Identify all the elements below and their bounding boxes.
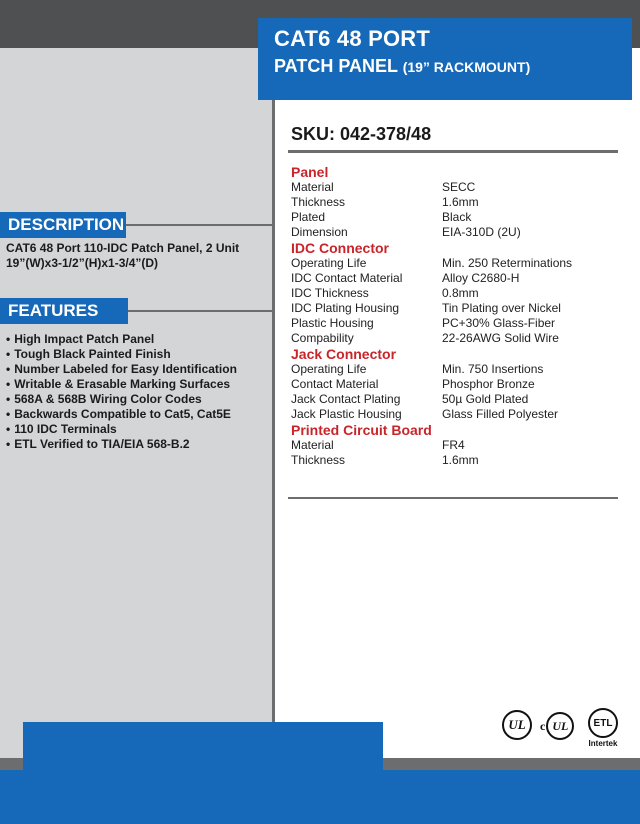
intertek-label: Intertek: [588, 739, 618, 748]
spec-label: Operating Life: [291, 362, 367, 376]
spec-label: Plated: [291, 210, 326, 224]
description-rule: [126, 224, 272, 226]
spec-row: [291, 316, 621, 331]
feature-item: • High Impact Patch Panel: [6, 332, 268, 347]
subtitle-rackmount: (19” RACKMOUNT): [402, 59, 531, 75]
spec-value: 50µ Gold Plated: [442, 392, 529, 406]
spec-table: [291, 164, 621, 468]
spec-row: [291, 392, 621, 407]
spec-value: FR4: [442, 438, 465, 452]
spec-row: [291, 256, 621, 271]
spec-row: [291, 331, 621, 346]
spec-label: Material: [291, 438, 334, 452]
ul-mark: UL: [502, 710, 532, 740]
spec-row: [291, 286, 621, 301]
spec-label: Jack Plastic Housing: [291, 407, 402, 421]
page-subtitle: [274, 52, 632, 81]
spec-label: IDC Thickness: [291, 286, 369, 300]
description-text: [6, 241, 268, 271]
spec-value: SECC: [442, 180, 476, 194]
cul-prefix: c: [540, 718, 546, 733]
spec-value: 22-26AWG Solid Wire: [442, 331, 559, 345]
spec-row: [291, 407, 621, 422]
title-banner: [258, 18, 632, 100]
spec-label: Operating Life: [291, 256, 367, 270]
spec-value: 1.6mm: [442, 453, 479, 467]
feature-item: • Number Labeled for Easy Identification: [6, 362, 268, 377]
spec-value: PC+30% Glass-Fiber: [442, 316, 556, 330]
cul-mark: UL: [546, 712, 574, 740]
spec-label: Compability: [291, 331, 354, 345]
cul-logo: [540, 712, 574, 740]
spec-row: [291, 225, 621, 240]
spec-label: Thickness: [291, 195, 346, 209]
sku-rule: [288, 150, 618, 153]
spec-value: Alloy C2680-H: [442, 271, 520, 285]
vertical-divider: [272, 48, 275, 758]
spec-label: Dimension: [291, 225, 348, 239]
spec-row: [291, 210, 621, 225]
spec-value: Min. 750 Insertions: [442, 362, 544, 376]
spec-row: [291, 438, 621, 453]
spec-row: [291, 195, 621, 210]
feature-item: • 110 IDC Terminals: [6, 422, 268, 437]
spec-value: 1.6mm: [442, 195, 479, 209]
spec-value: EIA-310D (2U): [442, 225, 521, 239]
spec-label: IDC Plating Housing: [291, 301, 400, 315]
etl-mark: ETL: [588, 708, 618, 738]
features-list: [6, 332, 268, 452]
feature-item: • ETL Verified to TIA/EIA 568-B.2: [6, 437, 268, 452]
spec-label: Contact Material: [291, 377, 379, 391]
spec-value: Tin Plating over Nickel: [442, 301, 561, 315]
spec-heading-panel: Panel: [291, 164, 329, 180]
feature-item: • Writable & Erasable Marking Surfaces: [6, 377, 268, 392]
etl-logo: [588, 708, 618, 748]
description-line: 19”(W)x3-1/2”(H)x1-3/4”(D): [6, 256, 159, 270]
feature-item: • Tough Black Painted Finish: [6, 347, 268, 362]
spec-value: Phosphor Bronze: [442, 377, 535, 391]
spec-value: 0.8mm: [442, 286, 479, 300]
spec-value: Min. 250 Reterminations: [442, 256, 573, 270]
spec-row: [291, 301, 621, 316]
spec-row: [291, 180, 621, 195]
feature-item: • Backwards Compatible to Cat5, Cat5E: [6, 407, 268, 422]
spec-label: IDC Contact Material: [291, 271, 403, 285]
spec-heading-jack: Jack Connector: [291, 346, 397, 362]
description-heading: DESCRIPTION: [0, 212, 126, 238]
spec-heading-pcb: Printed Circuit Board: [291, 422, 432, 438]
spec-label: Plastic Housing: [291, 316, 374, 330]
spec-label: Jack Contact Plating: [291, 392, 401, 406]
spec-label: Material: [291, 180, 334, 194]
feature-item: • 568A & 568B Wiring Color Codes: [6, 392, 268, 407]
description-line: CAT6 48 Port 110-IDC Patch Panel, 2 Unit: [6, 241, 240, 255]
features-heading: FEATURES: [0, 298, 128, 324]
bottom-blue-box: [23, 722, 383, 824]
page-title: CAT6 48 PORT: [274, 26, 431, 51]
spec-label: Thickness: [291, 453, 346, 467]
spec-row: [291, 362, 621, 377]
subtitle-main: PATCH PANEL: [274, 56, 398, 76]
spec-bottom-rule: [288, 497, 618, 499]
ul-logo: [502, 710, 532, 740]
spec-row: [291, 271, 621, 286]
spec-row: [291, 377, 621, 392]
spec-value: Black: [442, 210, 472, 224]
spec-value: Glass Filled Polyester: [442, 407, 559, 421]
features-rule: [128, 310, 272, 312]
spec-row: [291, 453, 621, 468]
spec-heading-idc: IDC Connector: [291, 240, 389, 256]
sku-label: SKU: 042-378/48: [291, 124, 432, 144]
